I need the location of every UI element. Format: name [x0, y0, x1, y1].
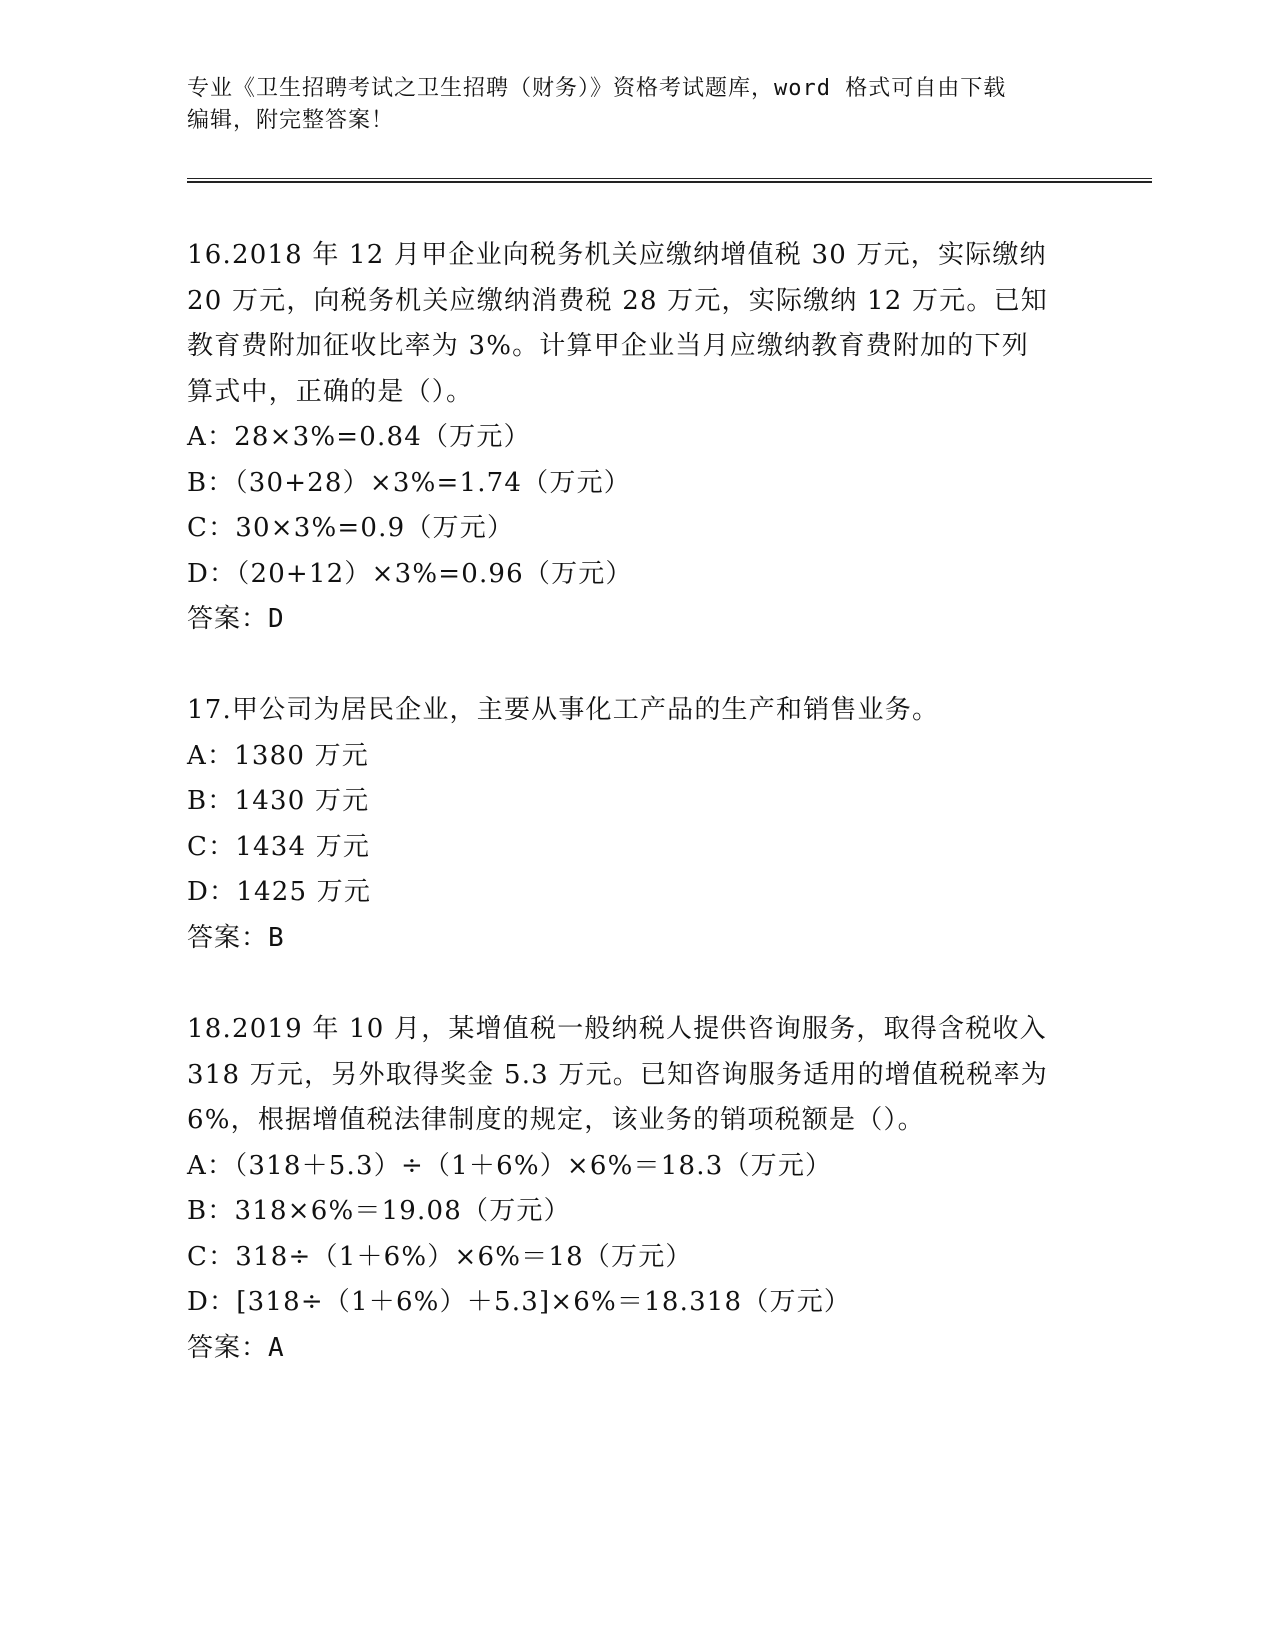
option-c: C：30×3%=0.9（万元）: [187, 513, 515, 543]
question-stem-line: 318 万元，另外取得奖金 5.3 万元。已知咨询服务适用的增值税税率为: [187, 1059, 1048, 1090]
header-divider: [187, 178, 1152, 179]
answer-line: 答案：A: [187, 1332, 285, 1363]
question-stem-line: 17.甲公司为居民企业，主要从事化工产品的生产和销售业务。: [187, 695, 940, 725]
option-a: A：28×3%=0.84（万元）: [187, 422, 531, 452]
page-header: [187, 73, 1077, 137]
option-a: A：1380 万元: [187, 740, 370, 771]
answer-line: 答案：D: [187, 604, 285, 634]
question-stem-line: 算式中，正确的是（）。: [187, 376, 474, 407]
header-line: 编辑，附完整答案！: [187, 108, 395, 133]
option-c: C：1434 万元: [187, 831, 371, 862]
question-stem-line: 6%，根据增值税法律制度的规定，该业务的销项税额是（）。: [187, 1105, 925, 1135]
option-d: D：[318÷（1＋6%）＋5.3]×6%＝18.318（万元）: [187, 1287, 852, 1317]
option-b: B：318×6%＝19.08（万元）: [187, 1196, 571, 1226]
question-stem-line: 18.2019 年 10 月，某增值税一般纳税人提供咨询服务，取得含税收入: [187, 1014, 1047, 1044]
option-d: D：（20+12）×3%=0.96（万元）: [187, 558, 633, 589]
question-stem-line: 教育费附加征收比率为 3%。计算甲企业当月应缴纳教育费附加的下列: [187, 331, 1029, 361]
question-18: [187, 1007, 1097, 1371]
question-stem-line: 16.2018 年 12 月甲企业向税务机关应缴纳增值税 30 万元，实际缴纳: [187, 240, 1047, 270]
answer-line: 答案：B: [187, 922, 285, 953]
header-line: 专业《卫生招聘考试之卫生招聘（财务）》资格考试题库，word 格式可自由下载: [187, 76, 1007, 101]
header-divider: [187, 181, 1152, 183]
option-a: A：（318＋5.3）÷（1＋6%）×6%＝18.3（万元）: [187, 1150, 833, 1181]
option-c: C：318÷（1＋6%）×6%＝18（万元）: [187, 1241, 693, 1272]
question-16: [187, 233, 1097, 643]
option-d: D：1425 万元: [187, 877, 372, 907]
question-stem-line: 20 万元，向税务机关应缴纳消费税 28 万元，实际缴纳 12 万元。已知: [187, 285, 1048, 316]
option-b: B：（30+28）×3%=1.74（万元）: [187, 467, 631, 498]
question-17: [187, 688, 1097, 961]
option-b: B：1430 万元: [187, 786, 370, 816]
